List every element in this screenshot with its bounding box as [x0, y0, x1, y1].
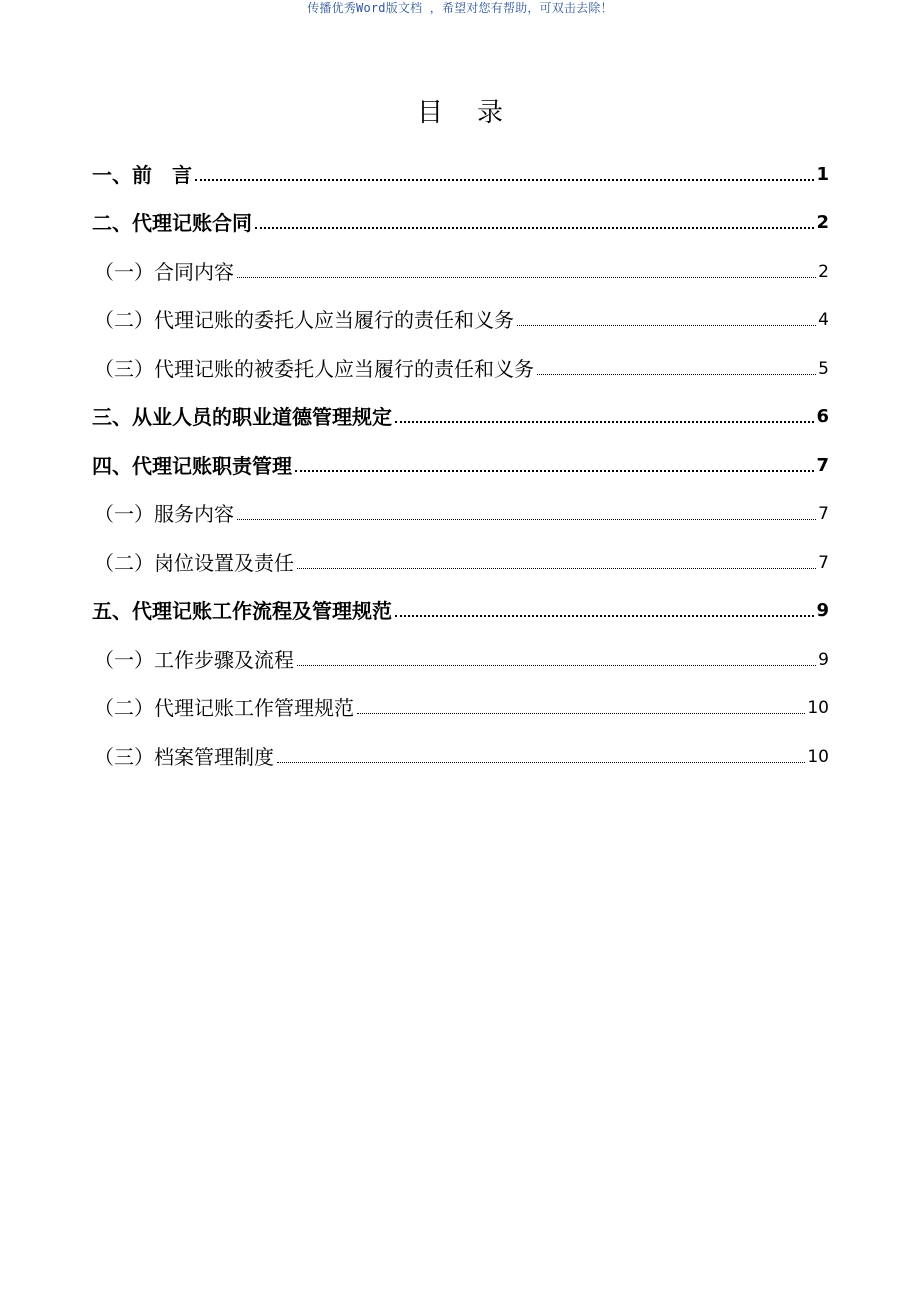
toc-leader-dots [237, 277, 816, 278]
toc-entry-page: 6 [816, 406, 829, 427]
toc-entry[interactable] [92, 146, 829, 195]
toc-entry-page: 10 [807, 698, 829, 718]
toc-entry-page: 4 [818, 310, 829, 330]
toc-title [0, 96, 920, 130]
toc-entry[interactable] [92, 728, 829, 777]
toc-entry[interactable] [92, 583, 829, 632]
toc-entry[interactable] [92, 340, 829, 389]
toc-entry-label: （一）合同内容 [94, 259, 234, 284]
toc-leader-dots [395, 421, 814, 423]
toc-entry-label: （三）档案管理制度 [94, 744, 274, 769]
toc-entry[interactable] [92, 243, 829, 292]
toc-leader-dots [537, 374, 816, 375]
toc-entry-page: 5 [818, 358, 829, 379]
toc-leader-dots [357, 713, 805, 714]
toc-leader-dots [395, 615, 814, 617]
table-of-contents [92, 146, 829, 777]
toc-leader-dots [297, 568, 816, 569]
toc-entry-label: （三）代理记账的被委托人应当履行的责任和义务 [94, 356, 534, 381]
toc-entry-page: 9 [818, 649, 829, 670]
toc-leader-dots [195, 179, 814, 181]
toc-entry-label: （一）服务内容 [94, 502, 234, 526]
toc-entry-page: 2 [816, 212, 829, 233]
toc-entry[interactable] [92, 389, 829, 438]
toc-entry-page: 9 [816, 600, 829, 621]
toc-entry[interactable] [92, 292, 829, 341]
toc-entry[interactable] [92, 437, 829, 486]
toc-leader-dots [295, 470, 814, 472]
toc-entry-page: 7 [818, 552, 829, 573]
toc-leader-dots [237, 519, 816, 520]
toc-entry[interactable] [92, 680, 829, 729]
toc-entry-label: （二）代理记账的委托人应当履行的责任和义务 [94, 308, 514, 332]
toc-entry-page: 1 [816, 163, 829, 185]
toc-entry-label: 三、从业人员的职业道德管理规定 [92, 405, 392, 429]
toc-entry-page: 2 [818, 261, 829, 282]
toc-entry-label: 四、代理记账职责管理 [92, 453, 292, 478]
toc-entry[interactable] [92, 534, 829, 583]
toc-leader-dots [277, 762, 805, 763]
toc-entry[interactable] [92, 486, 829, 535]
header-note: 传播优秀Word版文档 ，希望对您有帮助，可双击去除！ [307, 1, 613, 15]
toc-entry[interactable] [92, 195, 829, 244]
toc-entry-label: 五、代理记账工作流程及管理规范 [92, 599, 392, 623]
toc-entry-page: 10 [807, 746, 829, 767]
toc-leader-dots [297, 665, 816, 666]
toc-title-part2: 录 [477, 98, 504, 128]
toc-entry-label: 一、前 言 [92, 162, 192, 187]
toc-entry-page: 7 [818, 504, 829, 524]
toc-entry-label: （二）代理记账工作管理规范 [94, 696, 354, 720]
toc-entry-label: （二）岗位设置及责任 [94, 550, 294, 575]
toc-leader-dots [517, 325, 816, 326]
toc-entry[interactable] [92, 631, 829, 680]
toc-entry-label: （一）工作步骤及流程 [94, 647, 294, 672]
toc-entry-page: 7 [816, 454, 829, 476]
toc-entry-label: 二、代理记账合同 [92, 211, 252, 235]
toc-title-part1: 目 [416, 98, 443, 128]
toc-leader-dots [255, 227, 814, 229]
